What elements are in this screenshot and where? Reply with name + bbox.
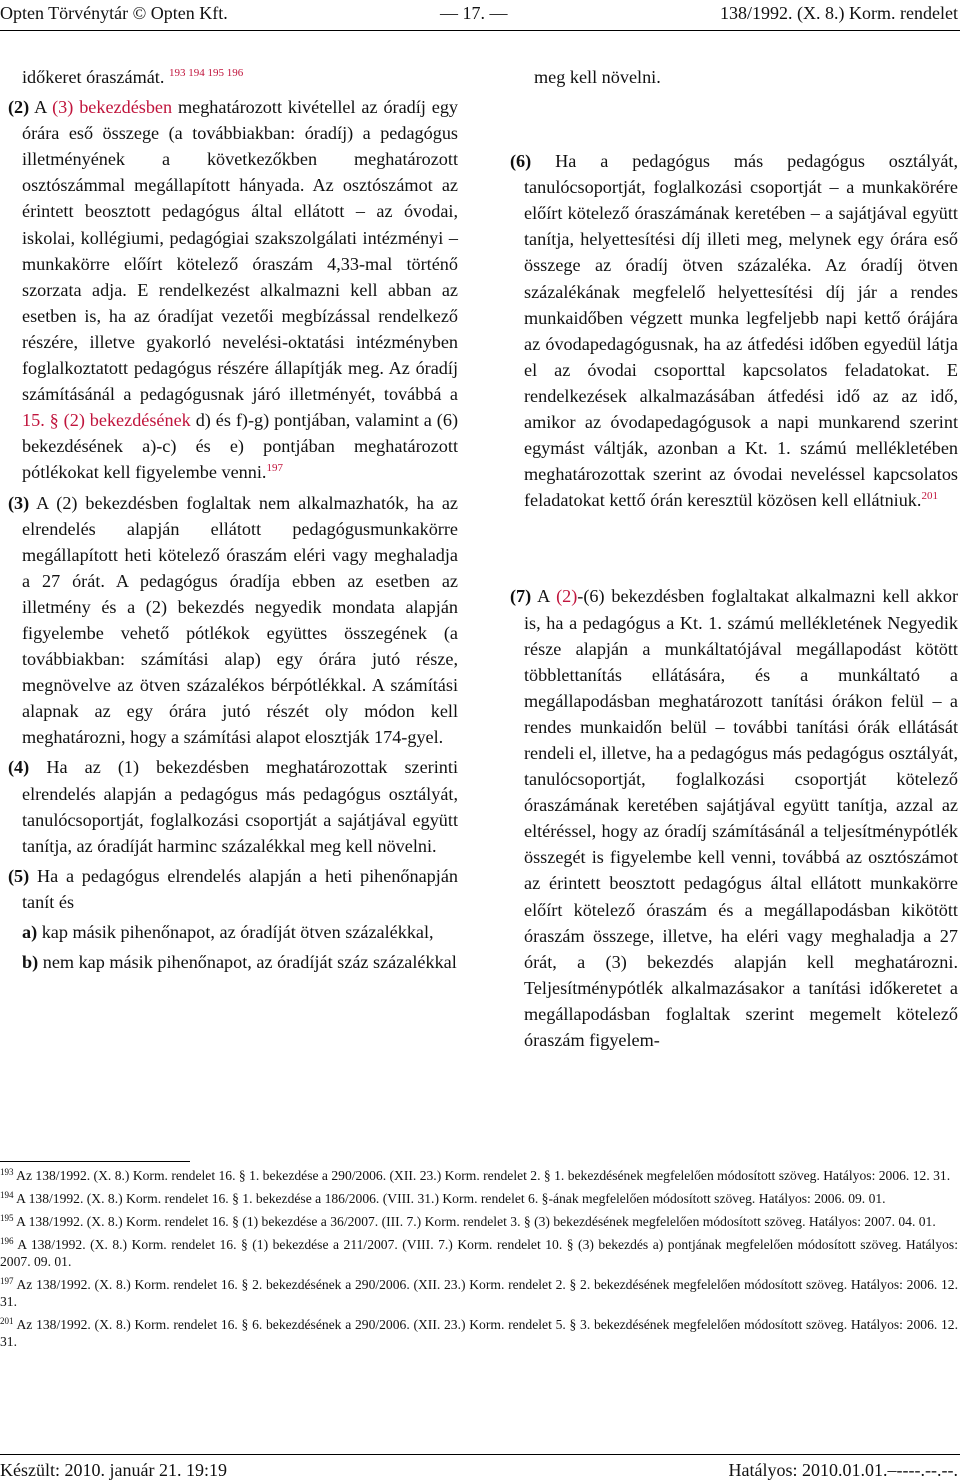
paragraph-2 [8, 94, 458, 485]
paragraph-5-number: (5) [8, 865, 30, 886]
footnotes [0, 1167, 958, 1356]
paragraph-5 [8, 863, 458, 915]
footnote-text: Az 138/1992. (X. 8.) Korm. rendelet 16. § 1. bekezdése a 290/2006. (XII. 23.) Korm. rendelet 2. § 1. bekezdésének megfelelően módosított szöveg. Hatályos: 2006. 12. 31. [16, 1168, 951, 1183]
section-15-2-link[interactable]: § (2) bekezdésének [49, 410, 191, 431]
footnote-ref-197[interactable]: 197 [266, 462, 283, 475]
footer-divider [0, 1454, 960, 1455]
point-b-label: b) [22, 952, 39, 973]
footnote-number: 194 [0, 1190, 14, 1200]
paragraph-3-text: A (2) bekezdésben foglaltak nem alkalmazhatók, ha az elrendelés alapján ellátott pedagógusmunkakörre megállapított heti kötelező óraszám eléri vagy meghaladja a 27 órát. A pedagógus óradíja ebben az esetben az illetmény és a (2) bekezdés negyedik mondata alapján figyelembe vehető pótlékok együttes összegének (a továbbiakban: számítási alap) egy órára jutó része, megnövelve az ötven százalékos bérpótlékkal. A számítási alapnak az egy órára jutó részét oly módon kell meghatározni, hogy a számítási alapot elosztják 174-gyel. [22, 492, 458, 748]
footer-effective: Hatályos: 2010.01.01.–----.--.--. [728, 1460, 958, 1480]
paragraph-7-text-a: A [531, 586, 557, 607]
left-column [8, 64, 458, 975]
paragraph-3-link[interactable]: (3) bekezdésben [52, 97, 173, 118]
paragraph-6-text: Ha a pedagógus más pedagógus osztályát, tanulócsoportját, foglalkozási csoportját – a munkakörére előírt kötelező óraszámának keretében – a sajátjával együtt tanítja, helyettesítési díj illeti meg, melynek egy órára eső összege az óradíj ötven százaléka. Az óradíj ötven százalékának megfelelő helyettesítési díj jár a rendes munkaidőben végzett munka legfeljebb napi kettő órájára az óvodapedagógusnak, ha az átfedési időben egyedül látja el az óvodai csoporttal kapcsolatos feladatokat. E rendelkezések alkalmazásában átfedési idő az az idő, amikor az óvodapedagógusok a napi munkarend szerint egymást váltják, azonban a Kt. 1. számú mellékletében meghatározottak szerint az óvodai neveléssel kapcsolatos feladatokat kettő órán keresztül közösen kell ellátniuk. [524, 151, 958, 511]
paragraph-5-text: Ha a pedagógus elrendelés alapján a heti pihenőnapján tanít és [22, 865, 458, 912]
footnote-number: 196 [0, 1236, 14, 1246]
paragraph-5-point-b [8, 949, 458, 975]
footnote-number: 201 [0, 1316, 14, 1326]
paragraph-7-text-b: -(6) bekezdésben foglaltakat alkalmazni kell akkor is, ha a pedagógus a Kt. 1. számú mellékletének Negyedik része alapján a munkáltatójával megállapodást kötött többlettanítás ellátására, és a munkáltató a megállapodásban meghatározott tanítási órákon felül – a rendes munkaidőn belül – további tanítási órák ellátását rendeli el, illetve, ha a pedagógus más pedagógus osztályát, tanulócsoportját, foglalkozási csoportját kötelező óraszámának keretében sajátjával együtt tanítja, azzal az eltéréssel, hogy az óradíj számításánál a teljesítménypótlék összegét is figyelembe kell venni, továbbá az osztószámot az érintett beosztott pedagógus által ellátott munkakörre előírt kötelező óraszám és a megállapodásban kikötött óraszám összege, illetve, ha eléri vagy meghaladja a 27 órát, a (3) bekezdés alapján kell meghatározni. Teljesítménypótlék alkalmazásakor a tanítási időkeretet a megállapodásban foglaltak szerint megemelt kötelező óraszám figyelem- [524, 586, 958, 1050]
paragraph-4-text: Ha az (1) bekezdésben meghatározottak szerinti elrendelés alapján a pedagógus más pedagógus osztályát, tanulócsoportját, foglalkozási csoportját a sajátjával együtt tanítja, az óradíját harminc százalékkal meg kell növelni. [22, 757, 458, 856]
footnote-text: A 138/1992. (X. 8.) Korm. rendelet 16. § (1) bekezdése a 36/2007. (III. 7.) Korm. rendelet 3. § (3) bekezdésének megfelelően módosított szöveg. Hatályos: 2007. 04. 01. [16, 1214, 936, 1229]
paragraph-6-number: (6) [510, 151, 532, 172]
paragraph-2-link[interactable]: (2) [556, 586, 578, 607]
intro-text: időkeret óraszámát. [22, 67, 165, 87]
paragraph-2-text-d: d) és f)-g) pontjában, valamint a (6) bekezdésének a)-c) és e) pontjában meghatározott pótlékokat kell figyelembe venni. [22, 410, 458, 483]
paragraph-2-text-a: A [34, 97, 53, 118]
footnote-ref-201[interactable]: 201 [921, 490, 938, 503]
point-a-text: kap másik pihenőnapot, az óradíját ötven százalékkal, [37, 922, 434, 942]
footnote-divider [0, 1161, 190, 1162]
paragraph-6 [510, 148, 958, 513]
carry-over-text: meg kell növelni. [534, 67, 661, 87]
footnote-number: 195 [0, 1213, 14, 1223]
point-b-text: nem kap másik pihenőnapot, az óradíját száz százalékkal [38, 952, 457, 973]
footnote-197 [0, 1276, 958, 1310]
footnote-text: A 138/1992. (X. 8.) Korm. rendelet 16. § (1) bekezdése a 211/2007. (VIII. 7.) Korm. rendelet 10. § (3) bekezdés a) pontjának megfelelően módosított szöveg. Hatályos: 2007. 09. 01. [0, 1237, 958, 1269]
footnote-number: 197 [0, 1276, 14, 1286]
right-column [510, 64, 958, 1053]
paragraph-3-number: (3) [8, 492, 30, 513]
paragraph-4-number: (4) [8, 757, 30, 778]
header-divider [0, 30, 960, 31]
footnote-194 [0, 1190, 958, 1207]
intro-footnote-refs[interactable]: 193 194 195 196 [168, 67, 244, 79]
footnote-195 [0, 1213, 958, 1230]
paragraph-7-number: (7) [510, 586, 532, 607]
footnote-text: Az 138/1992. (X. 8.) Korm. rendelet 16. § 2. bekezdésének a 290/2006. (XII. 23.) Korm. rendelet 2. § 2. bekezdésének megfelelően módosított szöveg. Hatályos: 2006. 12. 31. [0, 1277, 958, 1309]
paragraph-3 [8, 490, 458, 751]
footnote-text: A 138/1992. (X. 8.) Korm. rendelet 16. § 1. bekezdése a 186/2006. (VIII. 31.) Korm. rendelet 6. §-ának megfelelően módosított szöveg. Hatályos: 2006. 09. 01. [16, 1191, 886, 1206]
section-15-link[interactable]: 15. [22, 410, 45, 431]
footnote-201 [0, 1316, 958, 1350]
paragraph-4 [8, 754, 458, 858]
header-page-number: — 17. — [440, 3, 508, 23]
page-header [0, 0, 960, 30]
paragraph-5-point-a [8, 919, 458, 945]
paragraph-2-text-b: meghatározott kivétellel az óradíj egy órára eső összege (a továbbiakban: óradíj) a pedagógus illetményének a következőkben meghatározott osztószámmal megállapított hányada. Az osztószámot az érintett beosztott pedagógus által ellátott – az óvodai, iskolai, kollégiumi, pedagógiai szakszolgálati intézményi – munkakörre előírt kötelező óraszám 4,33-mal történő szorzata adja. E rendelkezést alkalmazni kell abban az esetben is, ha az óradíjat vezetői megbízással rendelkező részére, illetve gyakorló nevelési-oktatási intézményben foglalkoztatott pedagógus részére állapítják meg. Az óradíj számításánál a pedagógusnak járó illetményét, továbbá a [22, 97, 459, 405]
footnote-193 [0, 1167, 958, 1184]
footnote-text: Az 138/1992. (X. 8.) Korm. rendelet 16. § 6. bekezdésének a 290/2006. (XII. 23.) Korm. rendelet 5. § 3. bekezdésének megfelelően módosított szöveg. Hatályos: 2006. 12. 31. [0, 1317, 958, 1349]
footnote-196 [0, 1236, 958, 1270]
intro-paragraph [8, 64, 458, 90]
point-a-label: a) [22, 922, 38, 942]
paragraph-7 [510, 583, 958, 1053]
paragraph-2-number: (2) [8, 97, 30, 118]
footnote-number: 193 [0, 1167, 14, 1177]
header-document-title: 138/1992. (X. 8.) Korm. rendelet [720, 3, 958, 23]
header-publisher: Opten Törvénytár © Opten Kft. [0, 3, 228, 23]
footer-created: Készült: 2010. január 21. 19:19 [0, 1460, 227, 1480]
